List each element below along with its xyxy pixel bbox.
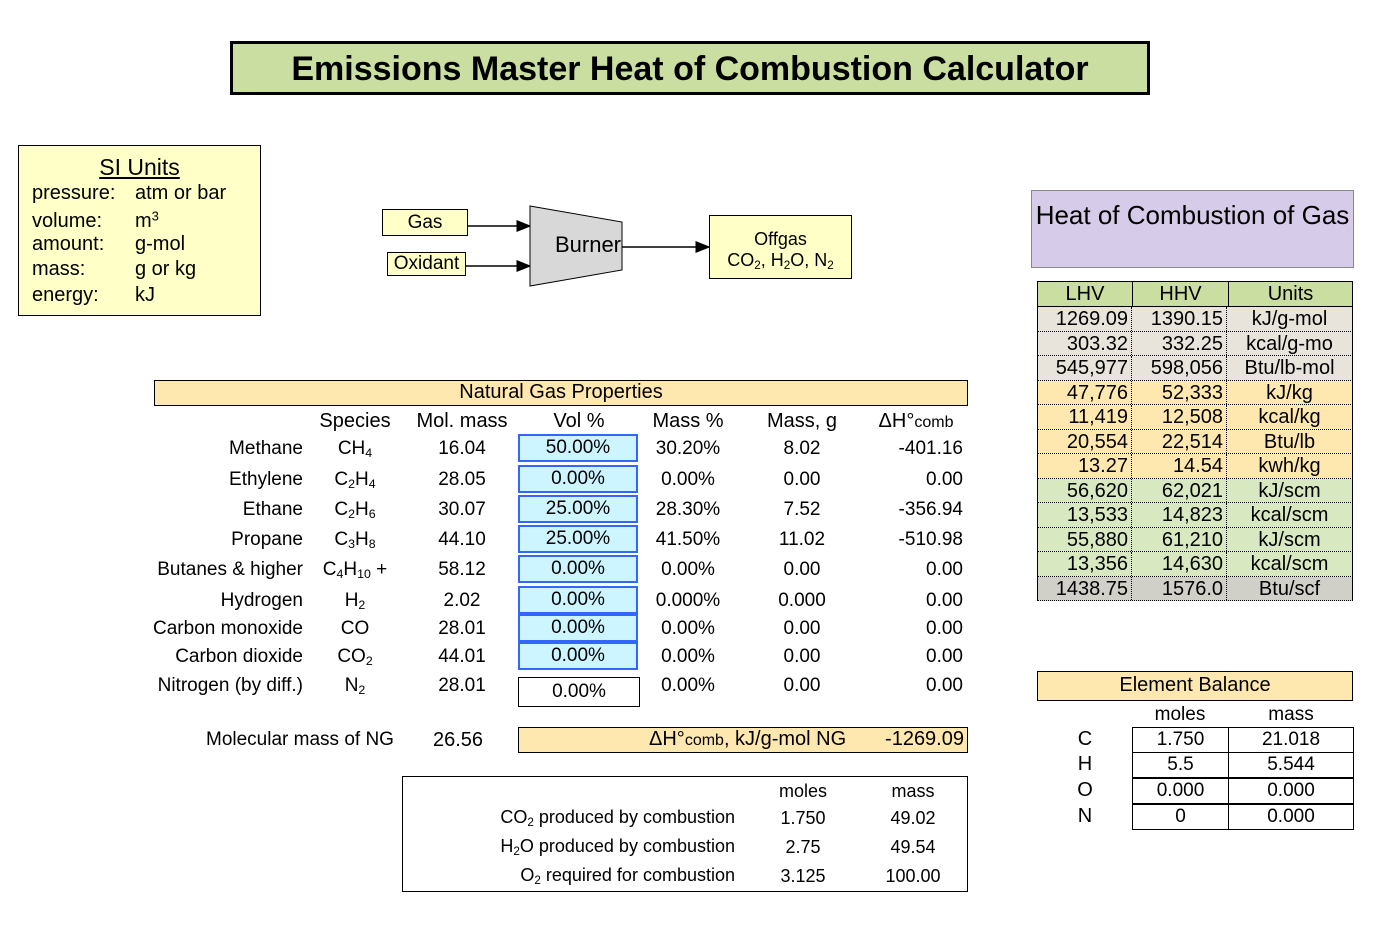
eb-moles: 5.5 — [1132, 752, 1229, 778]
dh-comb: 0.00 — [926, 646, 963, 667]
mass-g: 8.02 — [783, 438, 821, 459]
mol-mass: 28.05 — [438, 469, 486, 490]
dh-total-box — [518, 727, 968, 753]
si-value: kJ — [135, 284, 155, 306]
species-name: Propane — [231, 529, 303, 550]
si-key: energy: — [32, 284, 99, 306]
comb-sub: 2 — [527, 815, 534, 829]
hoc-title: Heat of Combustion of Gas — [1031, 190, 1354, 268]
hoc-row — [1037, 307, 1353, 332]
eb-mass: 21.018 — [1228, 727, 1354, 753]
mass-pct: 0.00% — [661, 646, 715, 667]
si-key: amount: — [32, 233, 105, 255]
species-name: Carbon dioxide — [175, 646, 303, 667]
dh-total-label — [649, 728, 846, 752]
hoc-units: kcal/g-mo — [1246, 332, 1333, 355]
eb-col-mass: mass — [1268, 704, 1314, 725]
species-formula: $C_2H_4$ — [334, 469, 376, 492]
species-name: Methane — [229, 438, 303, 459]
species-formula: $C_3H_8$ — [334, 529, 376, 552]
col-dh-sub: comb — [914, 414, 954, 431]
hoc-hhv: 332.25 — [1132, 332, 1227, 356]
hoc-row — [1037, 381, 1353, 406]
si-row-pressure — [32, 182, 226, 205]
eb-mass: 5.544 — [1228, 752, 1354, 778]
hoc-lhv: 1269.09 — [1038, 307, 1132, 331]
vol-pct-input[interactable]: 0.00% — [518, 642, 638, 670]
vol-pct-input[interactable]: 0.00% — [518, 465, 638, 493]
species-formula: $CH_4$ — [337, 438, 373, 461]
mass-pct: 28.30% — [655, 499, 721, 520]
comb-label — [423, 836, 735, 858]
hoc-lhv: 1438.75 — [1038, 577, 1132, 601]
si-value: atm or bar — [135, 182, 227, 204]
mol-mass: 44.01 — [438, 646, 486, 667]
hoc-col-hhv: HHV — [1133, 282, 1229, 306]
eb-element: C — [1077, 728, 1093, 750]
eb-mass: 0.000 — [1228, 778, 1354, 804]
species-name: Nitrogen (by diff.) — [157, 675, 303, 696]
mass-pct: 0.00% — [661, 675, 715, 696]
hoc-lhv: 20,554 — [1038, 430, 1132, 454]
mass-pct: 41.50% — [655, 529, 721, 550]
hoc-lhv: 56,620 — [1038, 479, 1132, 503]
gas-box: Gas — [382, 209, 468, 236]
hoc-units: kJ/scm — [1258, 479, 1321, 502]
hoc-hhv: 61,210 — [1132, 528, 1227, 552]
vol-pct-input[interactable]: 0.00% — [518, 555, 638, 583]
hoc-lhv: 11,419 — [1038, 405, 1132, 429]
hoc-hhv: 14.54 — [1132, 454, 1227, 478]
molmass-label: Molecular mass of NG — [206, 729, 394, 750]
comb-moles: 1.750 — [780, 808, 826, 828]
hoc-hhv: 62,021 — [1132, 479, 1227, 503]
burner-label: Burner — [554, 232, 622, 257]
page-title: Emissions Master Heat of Combustion Calculator — [230, 41, 1150, 95]
mass-g: 0.00 — [783, 469, 821, 490]
molmass-value: 26.56 — [433, 729, 484, 751]
dh-comb: 0.00 — [926, 590, 963, 611]
ng-header: Natural Gas Properties — [154, 380, 968, 406]
vol-pct-input[interactable]: 25.00% — [518, 525, 638, 553]
mol-mass: 16.04 — [438, 438, 486, 459]
hoc-units: kJ/scm — [1258, 528, 1321, 551]
hoc-hhv: 22,514 — [1132, 430, 1227, 454]
species-formula: $C_4H_{10}$ + — [322, 559, 388, 582]
offgas-box — [709, 215, 852, 279]
hoc-units: kcal/scm — [1250, 553, 1329, 575]
hoc-row — [1037, 332, 1353, 357]
dh-comb: 0.00 — [926, 469, 963, 490]
comb-mass: 100.00 — [885, 866, 941, 886]
col-molmass: Mol. mass — [416, 410, 508, 432]
si-row-volume — [32, 208, 159, 233]
eb-title: Element Balance — [1037, 671, 1353, 701]
species-formula: $H_2$ — [344, 590, 366, 613]
hoc-lhv: 303.32 — [1038, 332, 1132, 356]
vol-pct-input[interactable]: 0.00% — [518, 614, 638, 642]
dh-label-b: , kJ/g-mol NG — [723, 728, 847, 750]
mol-mass: 44.10 — [438, 529, 486, 550]
mass-pct: 0.00% — [661, 469, 715, 490]
hoc-hhv: 1390.15 — [1132, 307, 1227, 331]
dh-comb: -401.16 — [898, 438, 963, 459]
hoc-row — [1037, 405, 1353, 430]
hoc-lhv: 545,977 — [1038, 356, 1132, 380]
species-name: Ethane — [242, 499, 303, 520]
comb-post: required for combustion — [540, 865, 735, 885]
si-row-mass — [32, 258, 196, 281]
mass-pct: 0.000% — [655, 590, 721, 611]
col-mass-g: Mass, g — [766, 410, 838, 432]
hoc-hhv: 52,333 — [1132, 381, 1227, 405]
mass-g: 0.000 — [778, 590, 826, 611]
dh-comb: 0.00 — [926, 675, 963, 696]
eb-element: O — [1077, 779, 1093, 801]
mass-pct: 30.20% — [655, 438, 721, 459]
hoc-lhv: 55,880 — [1038, 528, 1132, 552]
hoc-lhv: 13,533 — [1038, 503, 1132, 527]
comb-col-moles: moles — [778, 781, 827, 801]
vol-pct-computed: 0.00% — [518, 677, 640, 707]
si-value-volume: $m^3$ — [135, 208, 159, 232]
comb-mass: 49.54 — [890, 837, 936, 857]
comb-sub: 2 — [513, 844, 520, 858]
hoc-row — [1037, 528, 1353, 553]
offgas-composition: $CO_2$, $H_2O$, $N_2$ — [727, 250, 834, 272]
species-formula: $CO_2$ — [337, 646, 373, 669]
hoc-lhv: 47,776 — [1038, 381, 1132, 405]
mass-g: 0.00 — [783, 559, 821, 580]
mass-pct: 0.00% — [661, 559, 715, 580]
hoc-units: kJ/g-mol — [1251, 308, 1328, 330]
hoc-row — [1037, 479, 1353, 504]
hoc-hhv: 12,508 — [1132, 405, 1227, 429]
si-units-title: SI Units — [99, 154, 180, 180]
hoc-rows — [1037, 307, 1353, 601]
mass-pct: 0.00% — [661, 618, 715, 639]
species-formula: CO — [340, 618, 370, 639]
dh-comb: -510.98 — [898, 529, 963, 550]
si-key: mass: — [32, 258, 86, 280]
hoc-hhv: 598,056 — [1132, 356, 1227, 380]
mass-g: 0.00 — [783, 646, 821, 667]
mass-g: 7.52 — [783, 499, 821, 520]
vol-pct-input[interactable]: 0.00% — [518, 586, 638, 614]
comb-col-mass: mass — [891, 781, 935, 801]
eb-mass: 0.000 — [1228, 804, 1354, 830]
hoc-units: Btu/scf — [1258, 577, 1321, 600]
hoc-units: Btu/lb — [1263, 430, 1316, 453]
col-dh-label: ΔH° — [878, 410, 915, 432]
mass-g: 11.02 — [778, 529, 826, 550]
comb-moles: 3.125 — [780, 866, 826, 886]
mol-mass: 58.12 — [438, 559, 486, 580]
hoc-lhv: 13.27 — [1038, 454, 1132, 478]
comb-pre: CO — [500, 807, 528, 827]
comb-post: produced by combustion — [533, 807, 735, 827]
hoc-col-lhv: LHV — [1038, 282, 1133, 306]
mol-mass: 2.02 — [443, 590, 481, 611]
hoc-lhv: 13,356 — [1038, 552, 1132, 576]
comb-label — [423, 807, 735, 829]
hoc-units: kJ/kg — [1266, 381, 1313, 404]
eb-element: H — [1077, 753, 1093, 775]
hoc-units: Btu/lb-mol — [1244, 357, 1335, 379]
mass-g: 0.00 — [783, 618, 821, 639]
si-row-energy — [32, 284, 155, 307]
species-name: Butanes & higher — [157, 559, 303, 580]
dh-label-a: ΔH° — [649, 728, 685, 750]
mol-mass: 30.07 — [438, 499, 486, 520]
species-name: Ethylene — [229, 469, 303, 490]
hoc-row — [1037, 552, 1353, 577]
hoc-header — [1037, 281, 1353, 307]
eb-moles: 0 — [1132, 804, 1229, 830]
comb-label — [423, 865, 735, 887]
species-name: Carbon monoxide — [153, 618, 303, 639]
si-row-amount — [32, 233, 185, 256]
eb-moles: 1.750 — [1132, 727, 1229, 753]
comb-pre: O — [520, 865, 535, 885]
dh-comb: 0.00 — [926, 618, 963, 639]
si-value: g-mol — [135, 233, 186, 255]
hoc-hhv: 14,630 — [1132, 552, 1227, 576]
vol-pct-input[interactable]: 50.00% — [518, 434, 638, 462]
hoc-hhv: 1576.0 — [1132, 577, 1227, 601]
comb-pre: H — [500, 836, 514, 856]
dh-comb: 0.00 — [926, 559, 963, 580]
col-dh — [866, 410, 966, 433]
comb-post: O produced by combustion — [519, 836, 735, 856]
col-mass-pct: Mass % — [652, 410, 724, 432]
hoc-row — [1037, 503, 1353, 528]
si-key: volume: — [32, 209, 103, 232]
hoc-row — [1037, 454, 1353, 479]
hoc-row — [1037, 356, 1353, 381]
hoc-row — [1037, 430, 1353, 455]
hoc-table — [1037, 281, 1353, 601]
dh-comb: -356.94 — [898, 499, 963, 520]
eb-col-moles: moles — [1154, 704, 1206, 725]
combustion-box — [402, 776, 968, 892]
comb-sub: 2 — [534, 873, 541, 887]
si-key: pressure: — [32, 182, 116, 204]
eb-element: N — [1077, 805, 1093, 827]
mol-mass: 28.01 — [438, 618, 486, 639]
comb-mass: 49.02 — [890, 808, 936, 828]
comb-moles: 2.75 — [785, 837, 821, 857]
mol-mass: 28.01 — [438, 675, 486, 696]
mass-g: 0.00 — [783, 675, 821, 696]
hoc-units: kcal/scm — [1250, 504, 1329, 526]
col-species: Species — [319, 410, 391, 432]
species-name: Hydrogen — [220, 590, 303, 611]
dh-total-value: -1269.09 — [885, 728, 964, 750]
hoc-units: kcal/kg — [1258, 406, 1321, 428]
offgas-label: Offgas — [754, 229, 807, 249]
si-value: g or kg — [135, 258, 197, 280]
col-vol: Vol % — [553, 410, 605, 432]
vol-pct-input[interactable]: 25.00% — [518, 495, 638, 523]
dh-label-sub: comb — [684, 732, 724, 749]
hoc-units: kwh/kg — [1258, 455, 1321, 477]
oxidant-box: Oxidant — [387, 252, 466, 276]
species-formula: $N_2$ — [344, 675, 366, 698]
hoc-hhv: 14,823 — [1132, 503, 1227, 527]
si-units-box — [18, 145, 261, 316]
species-formula: $C_2H_6$ — [334, 499, 376, 522]
eb-moles: 0.000 — [1132, 778, 1229, 804]
hoc-row — [1037, 577, 1353, 602]
hoc-col-units: Units — [1267, 283, 1314, 305]
